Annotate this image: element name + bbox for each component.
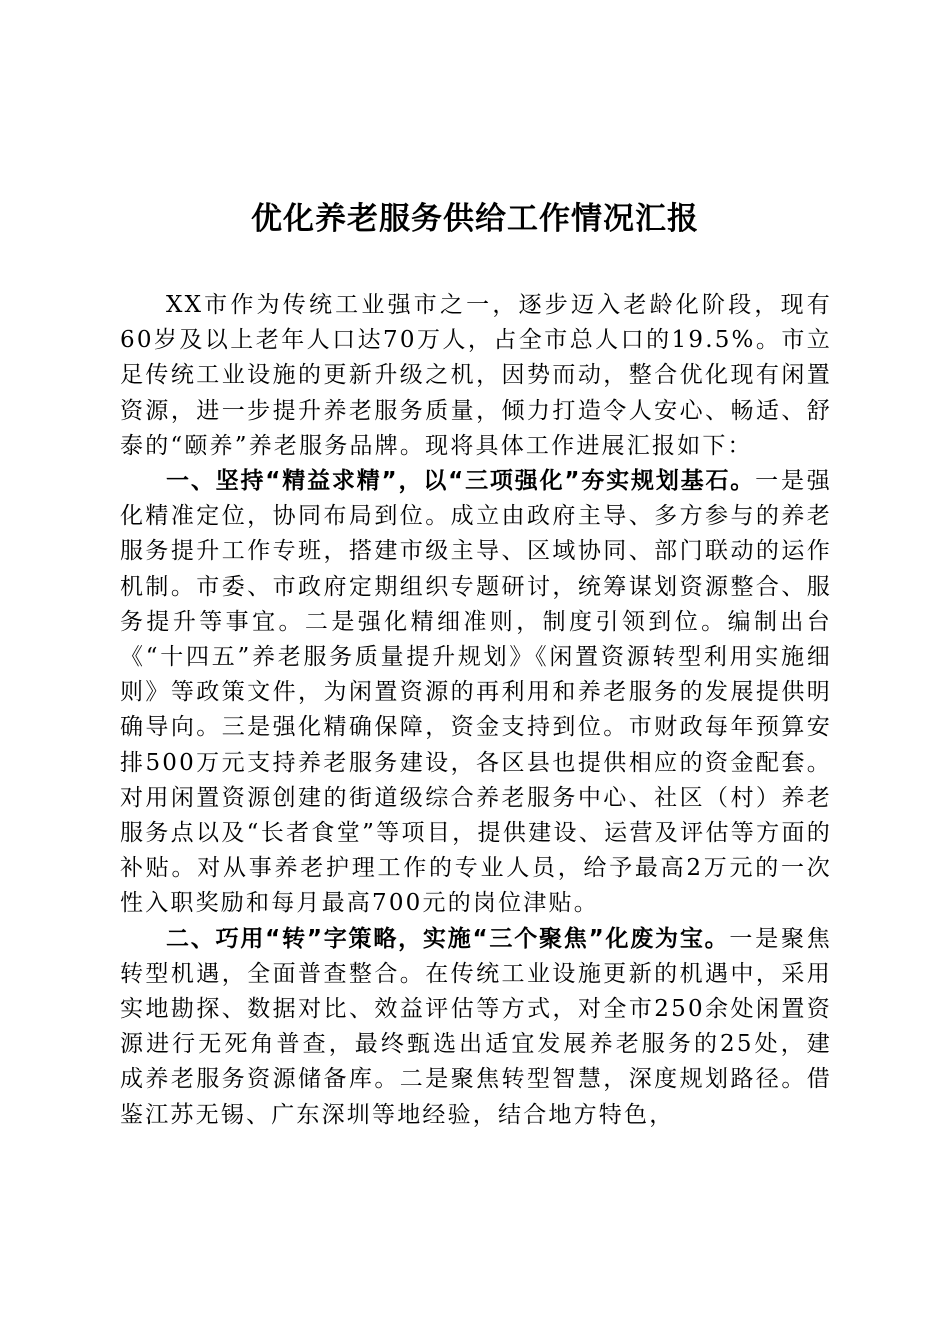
intro-paragraph: XX市作为传统工业强市之一，逐步迈入老龄化阶段，现有60岁及以上老年人口达70万人，占全市总人口的19.5%。市立足传统工业设施的更新升级之机，因势而动，整合优化现有闲置资源，进一步提升养老服务质量，倾力打造令人安心、畅适、舒泰的“颐养”养老服务品牌。现将具体工作进展汇报如下：	[120, 292, 832, 459]
document-body	[120, 288, 832, 1133]
section-2-body: 一是聚焦转型机遇，全面普查整合。在传统工业设施更新的机遇中，采用实地勘探、数据对比、效益评估等方式，对全市250余处闲置资源进行无死角普查，最终甄选出适宜发展养老服务的25处，建成养老服务资源储备库。二是聚焦转型智慧，深度规划路径。借鉴江苏无锡、广东深圳等地经验，结合地方特色，	[120, 925, 832, 1128]
section-2-heading: 二、巧用“转”字策略，实施“三个聚焦”化废为宝。	[166, 925, 730, 952]
section-2-paragraph	[120, 922, 832, 1133]
section-1-paragraph	[120, 464, 832, 922]
section-1-body: 一是强化精准定位，协同布局到位。成立由政府主导、多方参与的养老服务提升工作专班，搭建市级主导、区域协同、部门联动的运作机制。市委、市政府定期组织专题研讨，统筹谋划资源整合、服务提升等事宜。二是强化精细准则，制度引领到位。编制出台《“十四五”养老服务质量提升规划》《闲置资源转型利用实施细则》等政策文件，为闲置资源的再利用和养老服务的发展提供明确导向。三是强化精确保障，资金支持到位。市财政每年预算安排500万元支持养老服务建设，各区县也提供相应的资金配套。对用闲置资源创建的街道级综合养老服务中心、社区（村）养老服务点以及“长者食堂”等项目，提供建设、运营及评估等方面的补贴。对从事养老护理工作的专业人员，给予最高2万元的一次性入职奖励和每月最高700元的岗位津贴。	[120, 468, 832, 917]
section-1-heading: 一、坚持“精益求精”，以“三项强化”夯实规划基石。	[166, 468, 756, 495]
document-title: 优化养老服务供给工作情况汇报	[251, 201, 699, 237]
